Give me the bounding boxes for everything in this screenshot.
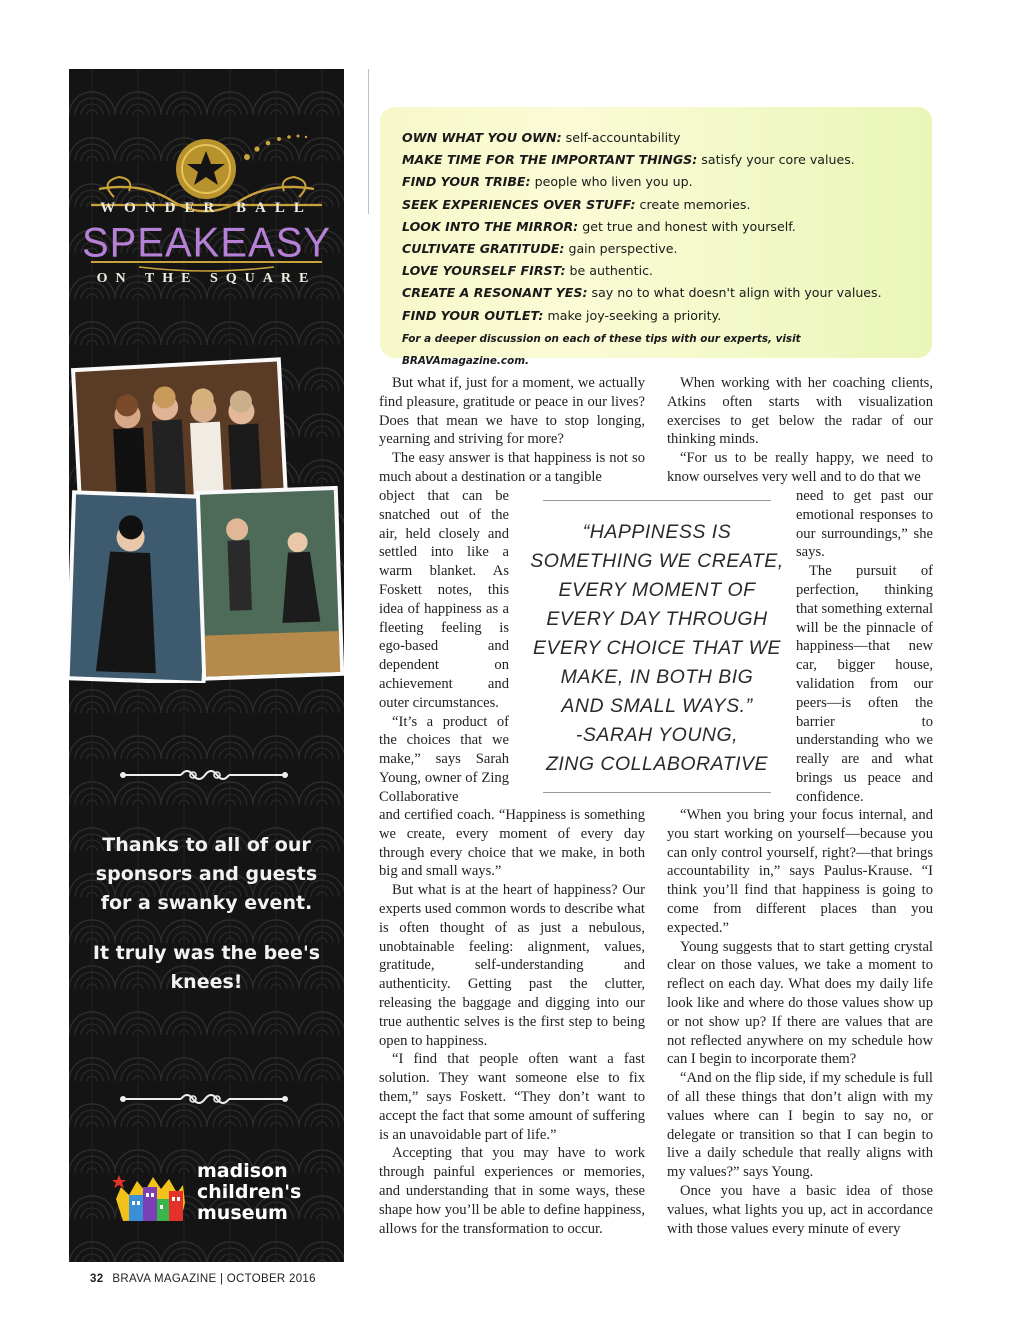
tip-item: CULTIVATE GRATITUDE: gain perspective. (402, 241, 678, 257)
tip-item: CREATE A RESONANT YES: say no to what doesn't align with your values. (402, 285, 882, 301)
happiness-tips-box (380, 107, 932, 368)
museum-logo-icon (111, 1159, 201, 1229)
paragraph: “I find that people often want a fast solution. They want someone else to fix them,” says Foskett. “They don’t want to accept the fact that some amount of suffering is an unavoidable part of life.” (379, 1051, 645, 1143)
sponsor-ad-panel (69, 69, 344, 1262)
pullquote-line: EVERY DAY THROUGH (546, 608, 768, 630)
pullquote-line: EVERY MOMENT OF (558, 579, 756, 601)
paragraph: “When you bring your focus internal, and you start working on yourself—because you can only control yourself, right?—that brings accountability in,” says Paulus-Krause. “I think you’ll find that happiness is going to come from different places than you expected.” (667, 807, 933, 936)
paragraph: “And on the flip side, if my schedule is full of all these things that don’t align with my values where can I begin to say no, or delegate or transition so that I can begin to live a daily schedule that really aligns with my values?” says Young. (667, 1070, 933, 1181)
paragraph: need to get past our emotional responses to our surroundings,” she says. (796, 488, 933, 561)
museum-name-line-1: madison (197, 1160, 288, 1182)
tip-item: OWN WHAT YOU OWN: self-accountability (402, 130, 681, 145)
article-column-2-wrap (796, 487, 933, 807)
tip-item: SEEK EXPERIENCES OVER STUFF: create memories. (402, 196, 751, 212)
ad-thanks-message (79, 831, 334, 1018)
paragraph: and certified coach. “Happiness is something we create, every moment of every day through every choice that we make, in both big and small ways.” (379, 807, 645, 880)
pullquote-rule-bottom (543, 792, 771, 793)
article-column-2-bottom (667, 806, 933, 1238)
museum-name-line-2: children's (197, 1181, 302, 1203)
paragraph: “It’s a product of the choices that we make,” says Sarah Young, owner of Zing Collaborative (379, 713, 509, 805)
paragraph: Once you have a basic idea of those values, what lights you up, act in accordance with those values every minute of every (667, 1182, 933, 1237)
paragraph: Young suggests that to start getting crystal clear on those values, we take a moment to reflect on each day. What does my daily life look like and where do those values show up or not show up? If there are values that are not reflected anywhere on my schedule how can I begin to incorporate them? (667, 938, 933, 1068)
ad-title-speakeasy: SPEAKEASY (81, 219, 332, 267)
pullquote-line: “HAPPINESS IS (582, 521, 732, 543)
paragraph: The easy answer is that happiness is not so much about a destination or a tangible (379, 450, 645, 485)
paragraph: “For us to be really happy, we need to know ourselves very well and to do that we (667, 450, 933, 485)
paragraph: Accepting that you may have to work through painful experiences or memories, and understanding that in some ways, these shape how you’ll be able to define happiness, allows for the transformation to occur. (379, 1145, 645, 1237)
article-column-1-top (379, 374, 645, 487)
page-number: 32 (90, 1273, 104, 1285)
paragraph: The pursuit of perfection, thinking that something external will be the pinnacle of happiness—that new car, bigger house, validation from our peers—is often the barrier to understanding who we really are and what brings us peace and confidence. (796, 563, 933, 805)
publication-info: BRAVA MAGAZINE | OCTOBER 2016 (112, 1273, 316, 1285)
party-photo-collage (69, 353, 344, 683)
tip-item: LOOK INTO THE MIRROR: get true and honest with yourself. (402, 218, 796, 234)
pullquote (527, 518, 787, 779)
article-column-1-bottom (379, 806, 645, 1238)
article-column-2-top (667, 374, 933, 487)
pullquote-line: EVERY CHOICE THAT WE (533, 637, 781, 659)
pullquote-rule-top (543, 500, 771, 501)
paragraph: object that can be snatched out of the air, held closely and settled into like a warm blanket. As Foskett notes, this idea of happiness as a fleeting feeling is ego-based and dependent on achievement and outer circumstances. (379, 488, 509, 711)
tip-item: MAKE TIME FOR THE IMPORTANT THINGS: satisfy your core values. (402, 152, 855, 168)
tip-item: LOVE YOURSELF FIRST: be authentic. (402, 263, 654, 279)
ornament-divider-bottom (119, 1089, 289, 1109)
museum-name (197, 1161, 301, 1224)
pullquote-line: SOMETHING WE CREATE, (530, 550, 784, 572)
ornament-divider-top (119, 765, 289, 785)
thanks-line-1: Thanks to all of our sponsors and guests for a swanky event. (95, 834, 318, 914)
paragraph: But what if, just for a moment, we actually find pleasure, gratitude or peace in our lives? Does that mean we have to stop longing, yearning and striving for more? (379, 375, 645, 448)
museum-name-line-3: museum (197, 1202, 288, 1224)
ad-title-top: WONDER BALL (100, 200, 313, 216)
thanks-line-2: It truly was the bee's knees! (92, 942, 321, 993)
paragraph: When working with her coaching clients, Atkins often starts with visualization exercises to get below the radar of our thinking minds. (667, 375, 933, 448)
column-divider (368, 69, 369, 214)
tip-item: FIND YOUR TRIBE: people who liven you up. (402, 174, 693, 190)
paragraph: But what is at the heart of happiness? Our experts used common words to describe what is often thought of as just a nebulous, unobtainable feeling: alignment, values, gratitude, self-understanding and authenticity. Getting past the clutter, releasing the baggage and digging into our true authentic selves is the first step to being open to happiness. (379, 882, 645, 1049)
pullquote-line: AND SMALL WAYS.” (561, 695, 753, 717)
pullquote-attribution: ZING COLLABORATIVE (545, 753, 769, 775)
tips-note: For a deeper discussion on each of these tips with our experts, visit BRAVAmagazine.com. (402, 332, 801, 368)
article-column-1-wrap (379, 487, 509, 807)
pullquote-attribution: -SARAH YOUNG, (575, 724, 739, 746)
tips-list (402, 127, 922, 372)
ad-title-bottom: ON THE SQUARE (96, 271, 317, 286)
pullquote-line: MAKE, IN BOTH BIG (560, 666, 754, 688)
tip-item: FIND YOUR OUTLET: make joy-seeking a priority. (402, 307, 722, 323)
page-footer (90, 1273, 316, 1285)
